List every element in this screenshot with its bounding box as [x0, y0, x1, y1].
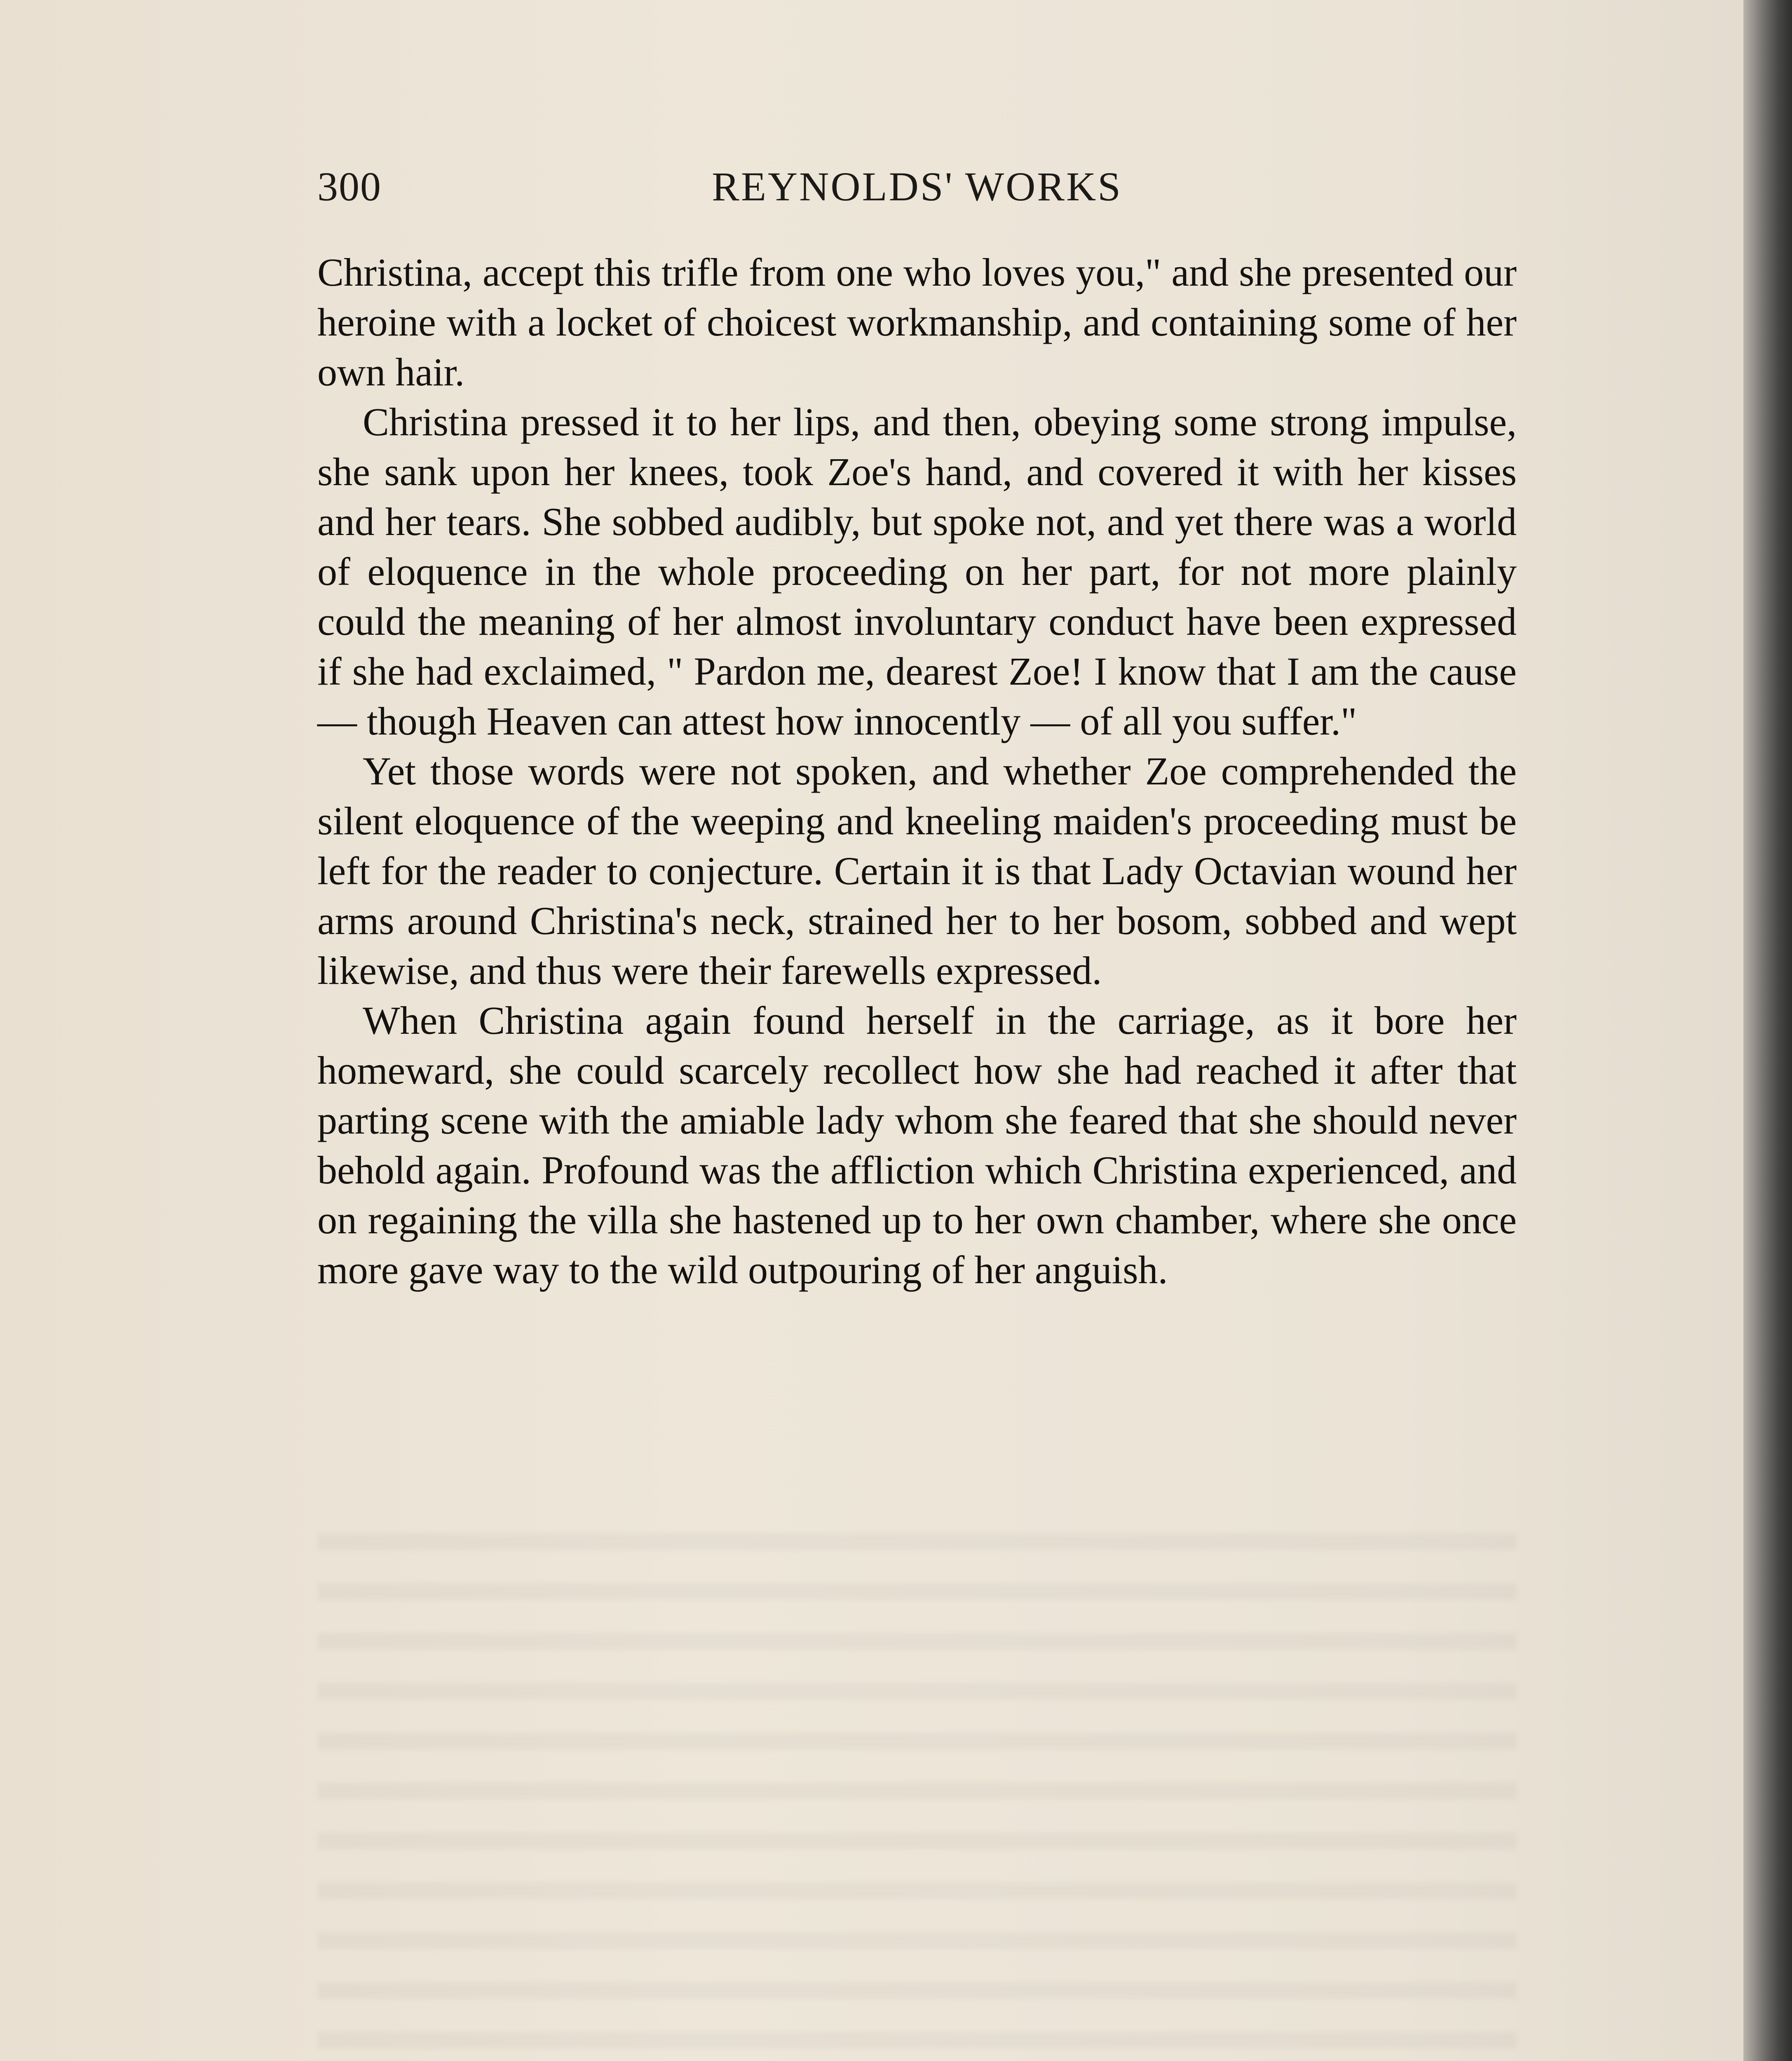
paragraph: Yet those words were not spoken, and whether Zoe comprehended the silent eloquence of the weeping and kneeling maiden's proceeding must be left for the reader to conjecture. Certain it is that Lady Octavian wound her arms around Christina's neck, strained her to her bosom, sobbed and wept likewise, and thus were their farewells expressed. [317, 749, 1517, 993]
page-number: 300 [317, 164, 382, 209]
paragraph: When Christina again found herself in the carriage, as it bore her homeward, she could scarcely recollect how she had reached it after that parting scene with the amiable lady whom she feared that she should never behold again. Profound was the affliction which Christina experienced, and on regaining the villa she hastened up to her own chamber, where she once more gave way to the wild outpouring of her anguish. [317, 998, 1517, 1292]
paragraph: Christina, accept this trifle from one who loves you," and she presented our heroine with a locket of choicest workmanship, and containing some of her own hair. [317, 250, 1517, 394]
running-head: REYNOLDS' WORKS [712, 164, 1122, 209]
paragraph: Christina pressed it to her lips, and then, obeying some strong impulse, she sank upon her knees, took Zoe's hand, and covered it with her kisses and her tears. She sobbed audibly, but spoke not, and yet there was a world of eloquence in the whole proceeding on her part, for not more plainly could the meaning of her almost involuntary conduct have been expressed if she had exclaimed, " Pardon me, dearest Zoe! I know that I am the cause — though Heaven can attest how innocently — of all you suffer." [317, 400, 1517, 743]
body-text [317, 247, 1517, 1295]
show-through-text [317, 1505, 1517, 2061]
page-edge-shadow [1743, 0, 1792, 2061]
page-header [317, 163, 1517, 221]
